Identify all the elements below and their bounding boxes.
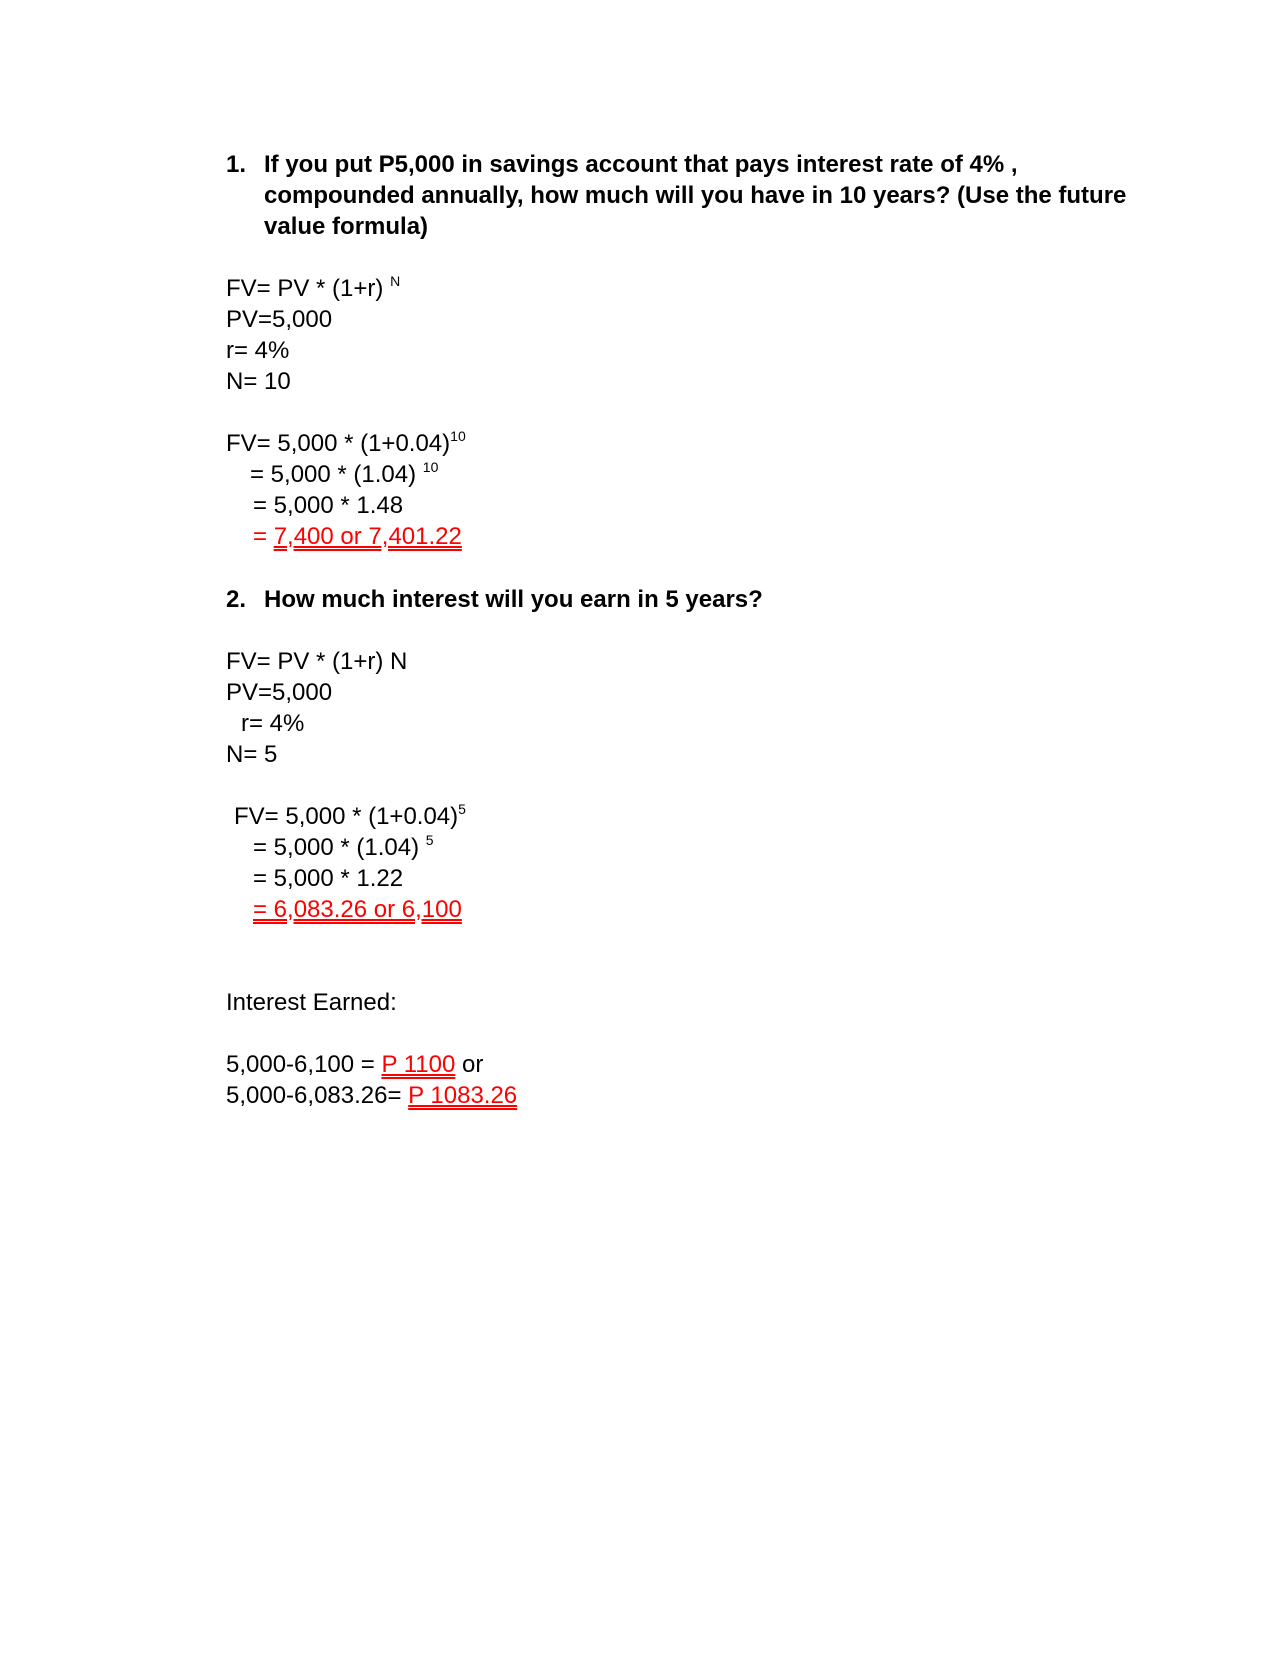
block1-calc-2-exponent: 10 <box>422 459 439 475</box>
block2-r: r= 4% <box>241 710 305 737</box>
interest-line-1-answer: P 1100 <box>381 1051 456 1078</box>
block2-pv: PV=5,000 <box>226 679 333 706</box>
block2-formula: FV= PV * (1+r) N <box>226 648 408 675</box>
interest-heading: Interest Earned: <box>226 989 397 1016</box>
block1-formula-exponent: N <box>390 273 401 289</box>
block1-calc-3: = 5,000 * 1.48 <box>253 492 404 519</box>
question-2-text: How much interest will you earn in 5 years? <box>264 586 763 613</box>
question-1-number: 1. <box>226 151 247 178</box>
interest-line-1-text: 5,000-6,100 = <box>226 1051 382 1078</box>
block2-calc-1-exponent: 5 <box>458 801 466 817</box>
block1-formula-base: FV= PV * (1+r) <box>226 275 391 302</box>
block1-calc-2-base: = 5,000 * (1.04) <box>250 461 423 488</box>
block2-answer <box>253 894 462 925</box>
interest-line-2-text: 5,000-6,083.26= <box>226 1082 409 1109</box>
block2-calc-1 <box>234 801 466 832</box>
interest-line-1-suffix: or <box>455 1051 484 1078</box>
question-2-number: 2. <box>226 586 247 613</box>
block2-answer-value: = 6,083.26 or 6,100 <box>253 896 462 923</box>
interest-line-1 <box>226 1049 483 1080</box>
block2-calc-2-base: = 5,000 * (1.04) <box>253 834 426 861</box>
block1-pv: PV=5,000 <box>226 306 333 333</box>
block1-calc-2 <box>250 459 438 490</box>
block1-formula <box>226 273 400 304</box>
block2-calc-2 <box>253 832 434 863</box>
block1-calc-1-exponent: 10 <box>450 428 466 444</box>
question-1-text: If you put P5,000 in savings account that pays interest rate of 4% , compounded annually, how much will you have in 10 years? (Use the future value formula) <box>264 151 1127 240</box>
block1-calc-1-base: FV= 5,000 * (1+0.04) <box>226 430 451 457</box>
block2-n: N= 5 <box>226 741 278 768</box>
block2-calc-1-base: FV= 5,000 * (1+0.04) <box>234 803 459 830</box>
block1-answer-equals: = <box>253 523 274 550</box>
block1-r: r= 4% <box>226 337 290 364</box>
block1-calc-1 <box>226 428 466 459</box>
interest-line-2-answer: P 1083.26 <box>408 1082 518 1109</box>
block1-answer <box>253 521 462 552</box>
interest-line-2 <box>226 1080 517 1111</box>
block2-calc-2-exponent: 5 <box>425 832 434 848</box>
block1-answer-value: 7,400 or 7,401.22 <box>273 523 462 550</box>
block2-calc-3: = 5,000 * 1.22 <box>253 865 404 892</box>
block1-n: N= 10 <box>226 368 291 395</box>
